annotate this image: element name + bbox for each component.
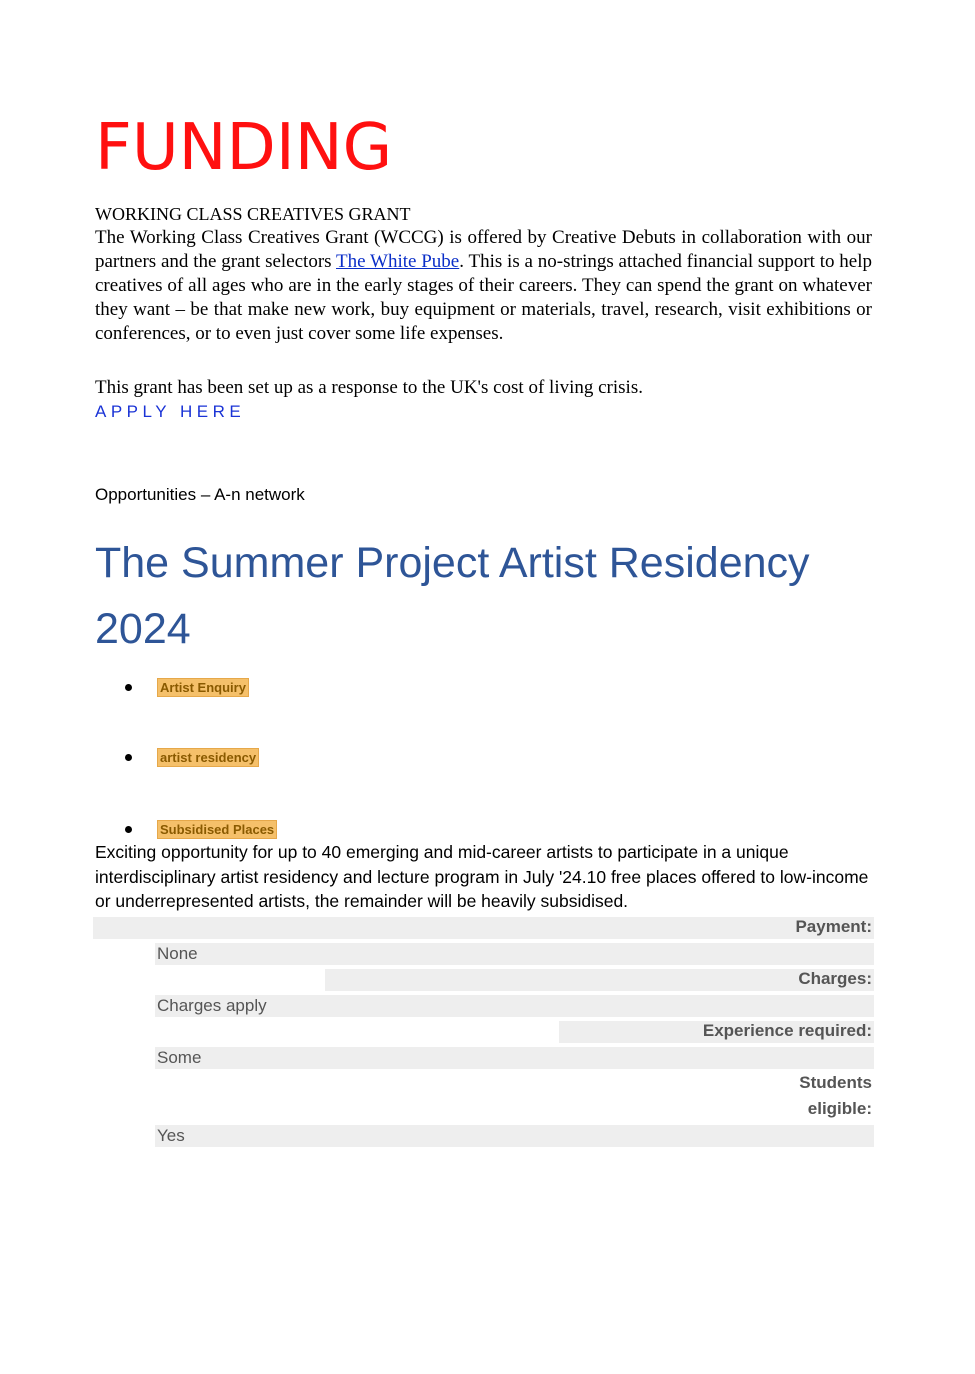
detail-value-row-bg: [155, 1047, 874, 1069]
detail-value-students: Yes: [157, 1126, 185, 1145]
bullet-icon: [125, 684, 132, 691]
apply-here-link[interactable]: APPLY HERE: [95, 402, 246, 421]
detail-value-charges: Charges apply: [157, 996, 267, 1015]
cost-of-living-note: This grant has been set up as a response to the UK's cost of living crisis.: [95, 377, 643, 398]
detail-label-row-bg: [325, 969, 874, 991]
detail-value-row-bg: [155, 1125, 874, 1147]
tag-artist-enquiry[interactable]: Artist Enquiry: [157, 678, 249, 697]
opportunities-source: Opportunities – A-n network: [95, 485, 305, 504]
detail-label-experience: Experience required:: [702, 1021, 872, 1040]
residency-description: Exciting opportunity for up to 40 emerging and mid-career artists to participate in a unique interdisciplinary artist residency and lecture program in July '24.10 free places offered to low-income or underrepresented artists, the remainder will be heavily subsidised.: [95, 842, 869, 911]
white-pube-link[interactable]: The White Pube: [336, 251, 460, 272]
detail-value-payment: None: [157, 944, 198, 963]
detail-value-row-bg: [155, 943, 874, 965]
tag-artist-residency[interactable]: artist residency: [157, 748, 259, 767]
grant-description-end: . This is a no-strings attached financial support to help creatives of all ages who are in the early stages of their careers. They can spend the grant on whatever they want – be that make new work, buy equipment or materials, travel, research, visit exhibitions or conferences, or to even just cover some life expenses.: [95, 251, 872, 344]
residency-title: The Summer Project Artist Residency 2024: [95, 539, 810, 653]
detail-label-row-bg: [93, 917, 874, 939]
grant-description-start: The Working Class Creatives Grant (WCCG) is offered by Creative Debuts in collaboration with our partners and the grant selectors: [95, 227, 872, 272]
grant-title: WORKING CLASS CREATIVES GRANT: [95, 204, 411, 224]
detail-value-experience: Some: [157, 1048, 202, 1067]
funding-heading: FUNDING: [95, 111, 393, 185]
detail-label-charges: Charges:: [798, 969, 872, 988]
bullet-icon: [125, 826, 132, 833]
grant-description: [95, 226, 872, 346]
bullet-icon: [125, 754, 132, 761]
detail-label-students: Students eligible:: [799, 1073, 872, 1118]
detail-label-payment: Payment:: [795, 917, 872, 936]
tag-subsidised-places[interactable]: Subsidised Places: [157, 820, 277, 839]
